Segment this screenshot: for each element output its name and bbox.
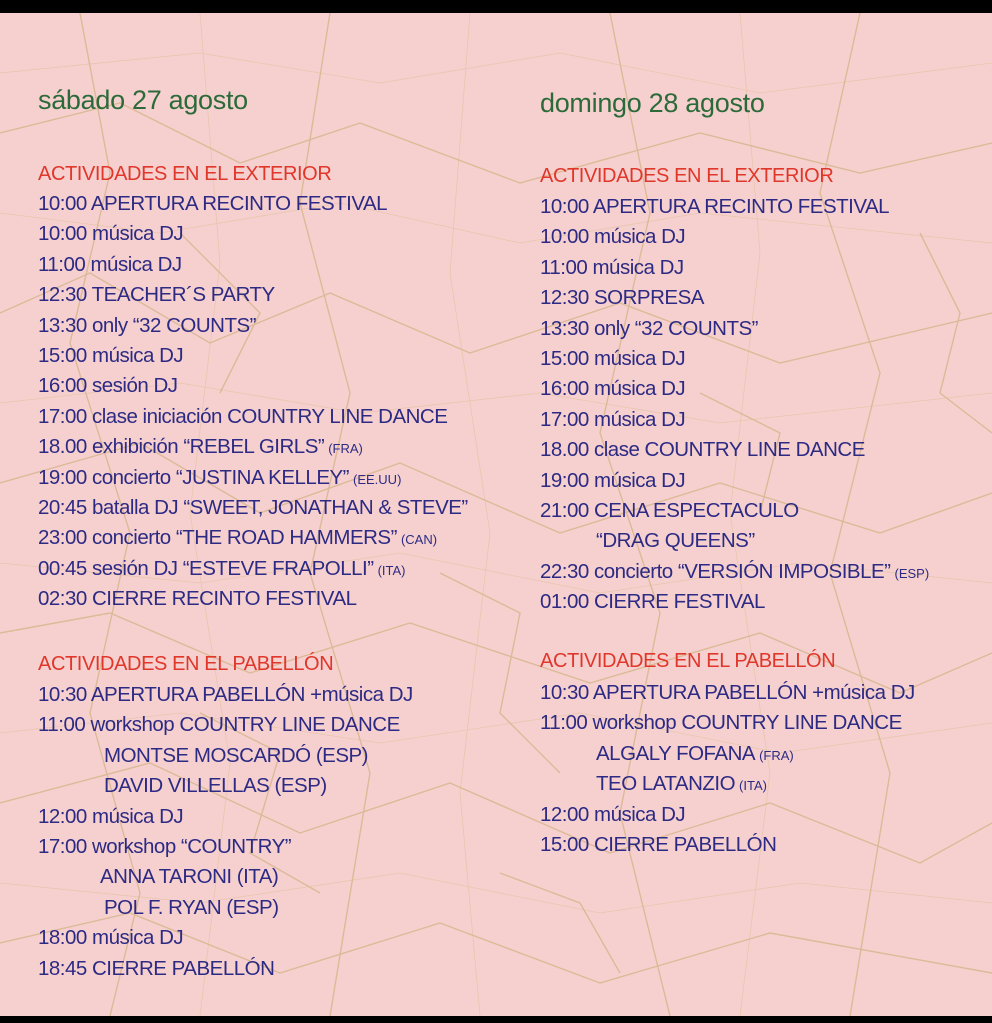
country-tag: (FRA): [328, 441, 363, 457]
schedule-item: 21:00 CENA ESPECTACULO: [540, 498, 799, 522]
schedule-item: POL F. RYAN (ESP): [104, 895, 279, 919]
section-title-exterior: ACTIVIDADES EN EL EXTERIOR: [540, 165, 834, 187]
schedule-item: 18:00 música DJ: [38, 926, 184, 950]
schedule-item: 15:00 música DJ: [38, 343, 184, 367]
country-tag: (ESP): [894, 565, 930, 581]
exterior-activities-list: [38, 189, 468, 614]
schedule-item: 02:30 CIERRE RECINTO FESTIVAL: [38, 587, 357, 611]
schedule-item: 10:00 APERTURA RECINTO FESTIVAL: [38, 192, 388, 215]
schedule-item: 18.00 exhibición “REBEL GIRLS” (FRA): [38, 435, 363, 459]
schedule-item: 15:00 CIERRE PABELLÓN: [540, 832, 777, 856]
schedule-item: 11:00 música DJ: [540, 255, 684, 279]
schedule-item: 17:00 clase iniciación COUNTRY LINE DANCE: [38, 404, 448, 428]
schedule-item: 11:00 workshop COUNTRY LINE DANCE: [540, 711, 902, 735]
schedule-item: MONTSE MOSCARDÓ (ESP): [104, 743, 368, 767]
schedule-item: 12:00 música DJ: [540, 802, 686, 826]
country-tag: (CAN): [400, 532, 438, 548]
schedule-item: 23:00 concierto “THE ROAD HAMMERS” (CAN): [38, 526, 438, 550]
schedule-item: 22:30 concierto “VERSIÓN IMPOSIBLE” (ESP): [540, 559, 930, 583]
schedule-item: 11:00 música DJ: [38, 252, 182, 276]
day-title: sábado 27 agosto: [38, 85, 248, 115]
schedule-item: 19:00 música DJ: [540, 468, 686, 492]
schedule-item: ALGALY FOFANA (FRA): [596, 741, 794, 765]
schedule-item: 01:00 CIERRE FESTIVAL: [540, 590, 765, 614]
schedule-item: 18:45 CIERRE PABELLÓN: [38, 956, 275, 980]
country-tag: (EE.UU): [353, 471, 402, 487]
day-title: domingo 28 agosto: [540, 88, 765, 118]
schedule-item: 16:00 música DJ: [540, 377, 686, 401]
schedule-poster: [0, 13, 992, 1016]
schedule-item: 12:30 SORPRESA: [540, 286, 704, 310]
schedule-item: 17:00 música DJ: [540, 407, 686, 431]
schedule-item: 20:45 batalla DJ “SWEET, JONATHAN & STEVE”: [38, 495, 468, 519]
country-tag: (ITA): [377, 562, 406, 578]
schedule-item: 15:00 música DJ: [540, 346, 686, 370]
schedule-item: ANNA TARONI (ITA): [100, 865, 279, 889]
schedule-item: 19:00 concierto “JUSTINA KELLEY” (EE.UU): [38, 465, 402, 489]
schedule-item: 13:30 only “32 COUNTS”: [38, 313, 257, 337]
schedule-item: 10:00 APERTURA RECINTO FESTIVAL: [540, 195, 890, 218]
schedule-item: 10:00 música DJ: [540, 225, 686, 249]
schedule-item: DAVID VILLELLAS (ESP): [104, 774, 327, 798]
section-title-pabellon: ACTIVIDADES EN EL PABELLÓN: [38, 653, 334, 675]
schedule-item: 11:00 workshop COUNTRY LINE DANCE: [38, 713, 400, 737]
section-title-exterior: ACTIVIDADES EN EL EXTERIOR: [38, 163, 332, 185]
country-tag: (FRA): [759, 747, 794, 763]
exterior-activities-list: [540, 192, 929, 617]
schedule-item: 13:30 only “32 COUNTS”: [540, 316, 759, 340]
schedule-item: 12:00 música DJ: [38, 804, 184, 828]
country-tag: (ITA): [739, 778, 767, 794]
schedule-item: 17:00 workshop “COUNTRY”: [38, 834, 292, 858]
schedule-item: 10:30 APERTURA PABELLÓN +música DJ: [540, 681, 915, 704]
schedule-item: 00:45 sesión DJ “ESTEVE FRAPOLLI” (ITA): [38, 556, 406, 580]
pabellon-activities-list: [38, 680, 413, 984]
pabellon-activities-list: [540, 678, 915, 860]
schedule-item: TEO LATANZIO (ITA): [596, 772, 767, 796]
section-title-pabellon: ACTIVIDADES EN EL PABELLÓN: [540, 650, 836, 672]
schedule-item: 16:00 sesión DJ: [38, 374, 178, 398]
schedule-item: 12:30 TEACHER´S PARTY: [38, 283, 275, 307]
schedule-item: 10:30 APERTURA PABELLÓN +música DJ: [38, 683, 413, 706]
schedule-item: 18.00 clase COUNTRY LINE DANCE: [540, 438, 865, 462]
schedule-item: “DRAG QUEENS”: [596, 529, 755, 553]
schedule-item: 10:00 música DJ: [38, 222, 184, 246]
